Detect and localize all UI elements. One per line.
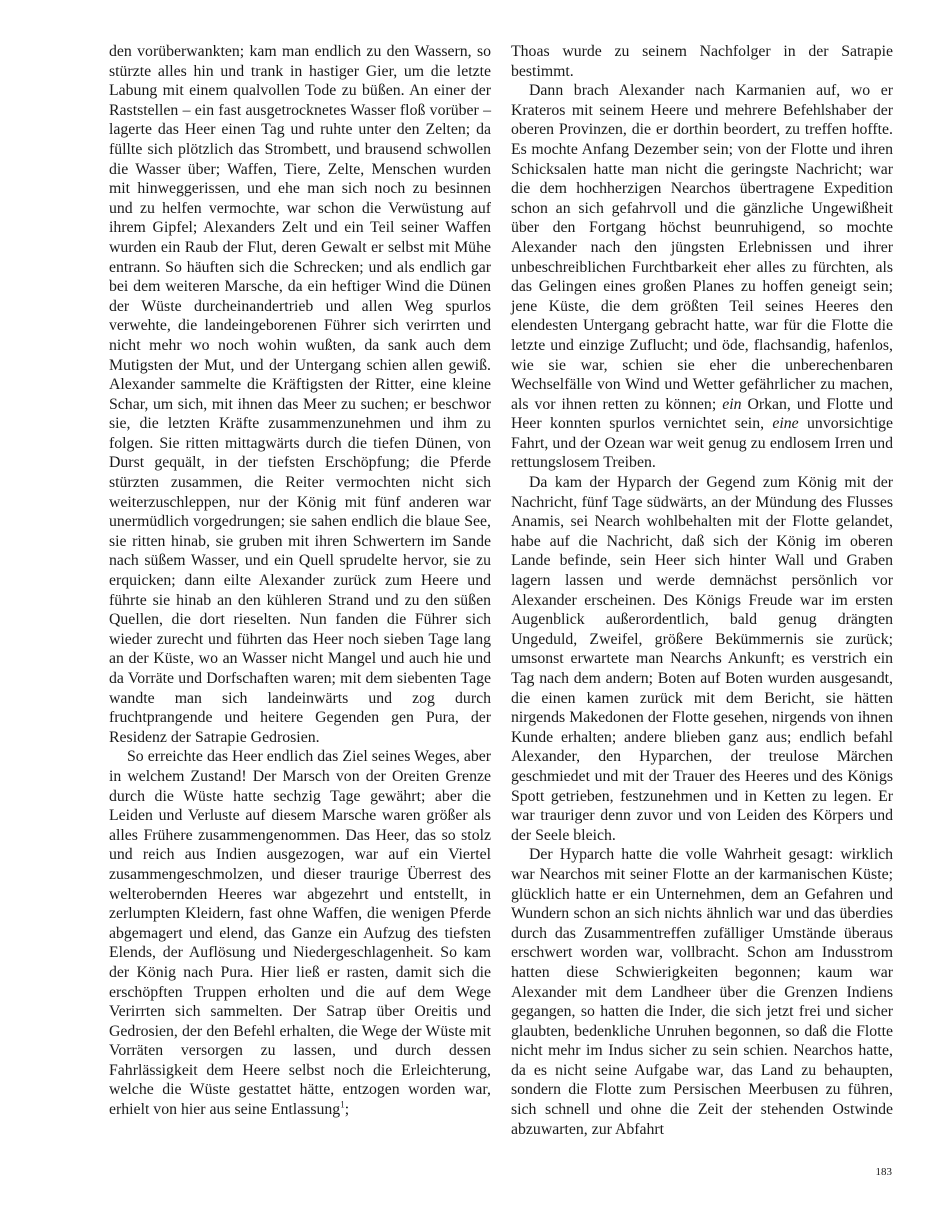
paragraph-text: So erreichte das Heer endlich das Ziel seines Weges, aber in welchem Zustand! Der Marsch von der Oreiten Grenze durch die Wüste hatte sechzig Tage gewährt; aber die Leiden und Verluste auf diesem Marsche waren größer als alles Frühere zusammengenommen. Das Heer, das so stolz und reich aus Indien ausgezogen, war auf ein Viertel zusammengeschmolzen, und dieser traurige Überrest des welterobernden Heeres war abgezehrt und entstellt, in zerlumpten Kleidern, fast ohne Waffen, die wenigen Pferde abgemagert und elend, das Ganze ein Aufzug des tiefsten Elends, der Auflösung und Niedergeschlagenheit. So kam der König nach Pura. Hier ließ er rasten, damit sich die erschöpften Truppen erholten und die auf dem Wege Verirrten sich sammelten. Der Satrap über Oreitis und Gedrosien, der den Befehl erhalten, die Wege der Wüste mit Vorräten versorgen zu lassen, und durch dessen Fahrlässigkeit dem Heere selbst noch die Erleichterung, welche die Wüste gestattet hätte, entzogen worden war, erhielt von hier aus seine Entlassung [109,748,491,1119]
right-column [511,42,893,1152]
footnote-marker[interactable]: 1 [340,1099,345,1110]
book-page [109,42,893,1152]
paragraph [109,42,491,747]
paragraph-text: Orkan, und Flotte und Heer konnten spurlos vernichtet sein, [511,395,893,433]
paragraph-text: den vorüberwankten; kam man endlich zu den Wassern, so stürzte alles hin und trank in hastiger Gier, um die letzte Labung mit einem qualvollen Tode zu büßen. An einer der Raststellen – ein fast ausgetrocknetes Wasser floß vorüber – lagerte das Heer einen Tag und ruhte unter den Zelten; da füllte sich plötzlich das Strombett, und brausend schwollen die Wasser über; Waffen, Tiere, Zelte, Menschen wurden mit hinweggerissen, und ehe man sich noch zu besinnen und zu helfen vermochte, war schon die Verwüstung auf ihrem Gipfel; Alexanders Zelt und ein Teil seiner Waffen wurden ein Raub der Flut, deren Gewalt er selbst mit Mühe entrann. So häuften sich die Schrecken; und als endlich gar bei dem weiteren Marsche, da ein heftiger Wind die Dünen der Wüste durcheinandertrieb und allen Weg spurlos verwehte, die landeingeborenen Führer sich verirrten und nicht mehr wo noch wohin wußten, da sank auch dem Mutigsten der Mut, und der Untergang schien allen gewiß. Alexander sammelte die Kräftigsten der Ritter, eine kleine Schar, um sich, mit ihnen das Meer zu suchen; er beschwor sie, die letzten Kräfte zusammenzunehmen und ihm zu folgen. Sie ritten mittagwärts durch die tiefen Dünen, von Durst gequält, in der tiefsten Erschöpfung; die Pferde stürzten zusammen, die Reiter vermochten nicht sich weiterzuschleppen, nur der König mit fünf anderen war unermüdlich vorgedrungen; sie sahen endlich die blaue See, sie ritten hinab, sie gruben mit ihren Schwertern im Sande nach süßem Wasser, und ein Quell sprudelte hervor, sie zu erquicken; dann eilte Alexander zurück zum Heere und führte sie hinab an den kühleren Strand und zu den süßen Quellen, die dort rieselten. Nun fanden die Führer sich wieder zurecht und führten das Heer noch sieben Tage lang an der Küste, wo an Wasser nicht Mangel und auch hie und da Vorräte und Dorfschaften waren; mit dem siebenten Tage wandte man sich landeinwärts und zog durch fruchtprangende und heitere Gegenden gen Pura, der Residenz der Satrapie Gedrosien. [109,43,491,746]
paragraph-text: Da kam der Hyparch der Gegend zum König mit der Nachricht, fünf Tage südwärts, an der Mündung des Flusses Anamis, sei Nearch wohlbehalten mit der Flotte gelandet, habe auf die Nachricht, daß sich der König im oberen Lande befinde, sein Heer sich hinter Wall und Graben lagern lassen und werde demnächst persönlich vor Alexander erscheinen. Des Königs Freude war im ersten Augenblick außerordentlich, bald genug drängten Ungeduld, Zweifel, größere Bekümmernis sie zurück; umsonst erwartete man Nearchs Ankunft; es verstrich ein Tag nach dem andern; Boten auf Boten wurden ausgesandt, die einen kamen zurück mit dem Bericht, sie hätten nirgends Makedonen der Flotte gesehen, nirgends von ihnen Kunde erhalten; andere blieben ganz aus; endlich befahl Alexander, den Hyparchen, der treulose Märchen geschmiedet und mit der Trauer des Heeres und des Königs Spott getrieben, festzunehmen und in Ketten zu legen. Er war trauriger denn zuvor und von Leiden des Körpers und der Seele bleich. [511,474,893,844]
left-column [109,42,491,1152]
paragraph-text: Der Hyparch hatte die volle Wahrheit gesagt: wirklich war Nearchos mit seiner Flotte an der karmanischen Küste; glücklich hatte er ein Unternehmen, dem an Gefahren und Wundern schon an sich nichts ähnlich war und das überdies durch das Zusammentreffen zufälliger Umstände überaus erschwert worden war, vollbracht. Schon am Indusstrom hatten diese Schwierigkeiten begonnen; kaum war Alexander mit dem Landheer über die Grenzen Indiens gegangen, so hatten die Inder, die sich jetzt frei und sicher glaubten, bedenkliche Unruhen begonnen, so daß die Flotte nicht mehr im Indus sicher zu sein schien. Nearchos hatte, da es nicht seine Aufgabe war, das Land zu behaupten, sondern die Flotte zum Persischen Meerbusen zu führen, sich schnell und ohne die Zeit der stehenden Ostwinde abzuwarten, zur Abfahrt [511,846,893,1138]
paragraph-text: unvorsichtige Fahrt, und der Ozean war weit genug zu endlosem Irren und rettungslosem Treiben. [511,415,894,472]
page-number: 183 [875,1166,892,1178]
paragraph [511,845,893,1139]
paragraph [511,473,893,845]
emphasis: eine [772,415,799,433]
paragraph-text: Thoas wurde zu seinem Nachfolger in der Satrapie bestimmt. [511,43,893,80]
paragraph-text: Dann brach Alexander nach Karmanien auf, wo er Krateros mit seinem Heere und mehrere Befehlshaber der oberen Provinzen, die er dorthin beordert, zu treffen hoffte. Es mochte Anfang Dezember sein; von der Flotte und ihren Schicksalen hatte man nicht die geringste Nachricht; war die dem hochherzigen Nearchos übertragene Expedition schon an sich gefahrvoll und die gänzliche Ungewißheit über den Fortgang höchst beunruhigend, so mochte Alexander nach den jüngsten Erlebnissen und ihrer unbeschreiblichen Furchtbarkeit eher alles zu fürchten, als das Gelingen eines großen Planes zu hoffen geneigt sein; jene Küste, die dem größten Teil seines Heeres den elendesten Untergang gebracht hatte, war für die Flotte die letzte und einzige Zuflucht; und öde, flachsandig, hafenlos, wie sie war, schien sie eher die unberechenbaren Wechselfälle von Wind und Wetter gefährlicher zu machen, als vor ihnen retten zu können; [511,82,893,413]
paragraph [109,747,491,1119]
paragraph [511,81,893,473]
paragraph [511,42,893,81]
paragraph-text-end: ; [344,1101,350,1119]
emphasis: ein [722,395,742,413]
